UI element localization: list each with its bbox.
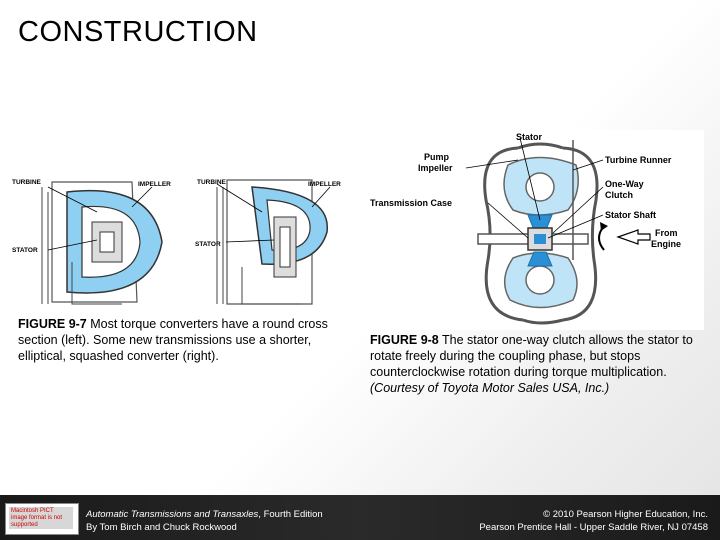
- footer-publisher: Pearson Prentice Hall - Upper Saddle River, NJ 07458: [479, 522, 708, 533]
- label-one-way-line2: Clutch: [605, 190, 633, 200]
- label-pump-line2: Impeller: [418, 163, 453, 173]
- figure-9-8-text: The stator one-way clutch allows the stator to rotate freely during the coupling phase, but stops counterclockwise rotation during torque multiplication.: [370, 333, 693, 379]
- label-stator-shaft: Stator Shaft: [605, 210, 657, 220]
- footer-copyright: © 2010 Pearson Higher Education, Inc.: [543, 509, 708, 520]
- label-stator-left: STATOR: [12, 247, 38, 254]
- footer-book-title: Automatic Transmissions and Transaxles: [86, 509, 259, 520]
- label-turbine-runner: Turbine Runner: [605, 155, 672, 165]
- footer-book-title-line: [86, 508, 323, 521]
- pict-placeholder-image: [5, 503, 79, 535]
- label-stator: Stator: [516, 132, 543, 142]
- figure-9-7-caption: [18, 316, 343, 364]
- label-impeller-left: IMPELLER: [138, 181, 171, 188]
- figure-9-8-image: [368, 130, 704, 330]
- figure-9-7-number: FIGURE 9-7: [18, 317, 87, 331]
- torque-converter-cross-sections: [12, 172, 352, 310]
- footer-book-edition: , Fourth Edition: [258, 509, 323, 520]
- label-from-engine-line2: Engine: [651, 239, 682, 249]
- figure-9-7-text: Most torque converters have a round cross section (left). Some new transmissions use a shorter, elliptical, squashed converter (right).: [18, 317, 328, 363]
- label-pump-line1: Pump: [424, 152, 450, 162]
- figure-9-7-image: [12, 172, 352, 310]
- footer-bar: [0, 495, 720, 540]
- pict-placeholder-text: Macintosh PICT image format is not supported: [9, 507, 73, 529]
- label-impeller-right: IMPELLER: [308, 181, 341, 188]
- label-one-way-line1: One-Way: [605, 179, 644, 189]
- elliptical-converter: [217, 180, 330, 304]
- round-converter: [42, 182, 162, 304]
- label-transmission-case: Transmission Case: [370, 198, 453, 208]
- footer-book-info: [86, 508, 323, 534]
- label-stator-right: STATOR: [195, 241, 221, 248]
- figure-9-8-number: FIGURE 9-8: [370, 333, 439, 347]
- footer-publisher-info: [479, 508, 708, 534]
- slide-title: CONSTRUCTION: [18, 16, 258, 48]
- figure-9-8-caption: [370, 332, 700, 396]
- stator-clutch-diagram: [368, 130, 704, 330]
- footer-authors: By Tom Birch and Chuck Rockwood: [86, 522, 237, 533]
- label-from-engine-line1: From: [655, 228, 678, 238]
- converter-housing: [478, 140, 597, 323]
- label-turbine-right: TURBINE: [197, 179, 226, 186]
- label-turbine-left: TURBINE: [12, 179, 41, 186]
- figure-9-8-credit: (Courtesy of Toyota Motor Sales USA, Inc.): [370, 381, 610, 395]
